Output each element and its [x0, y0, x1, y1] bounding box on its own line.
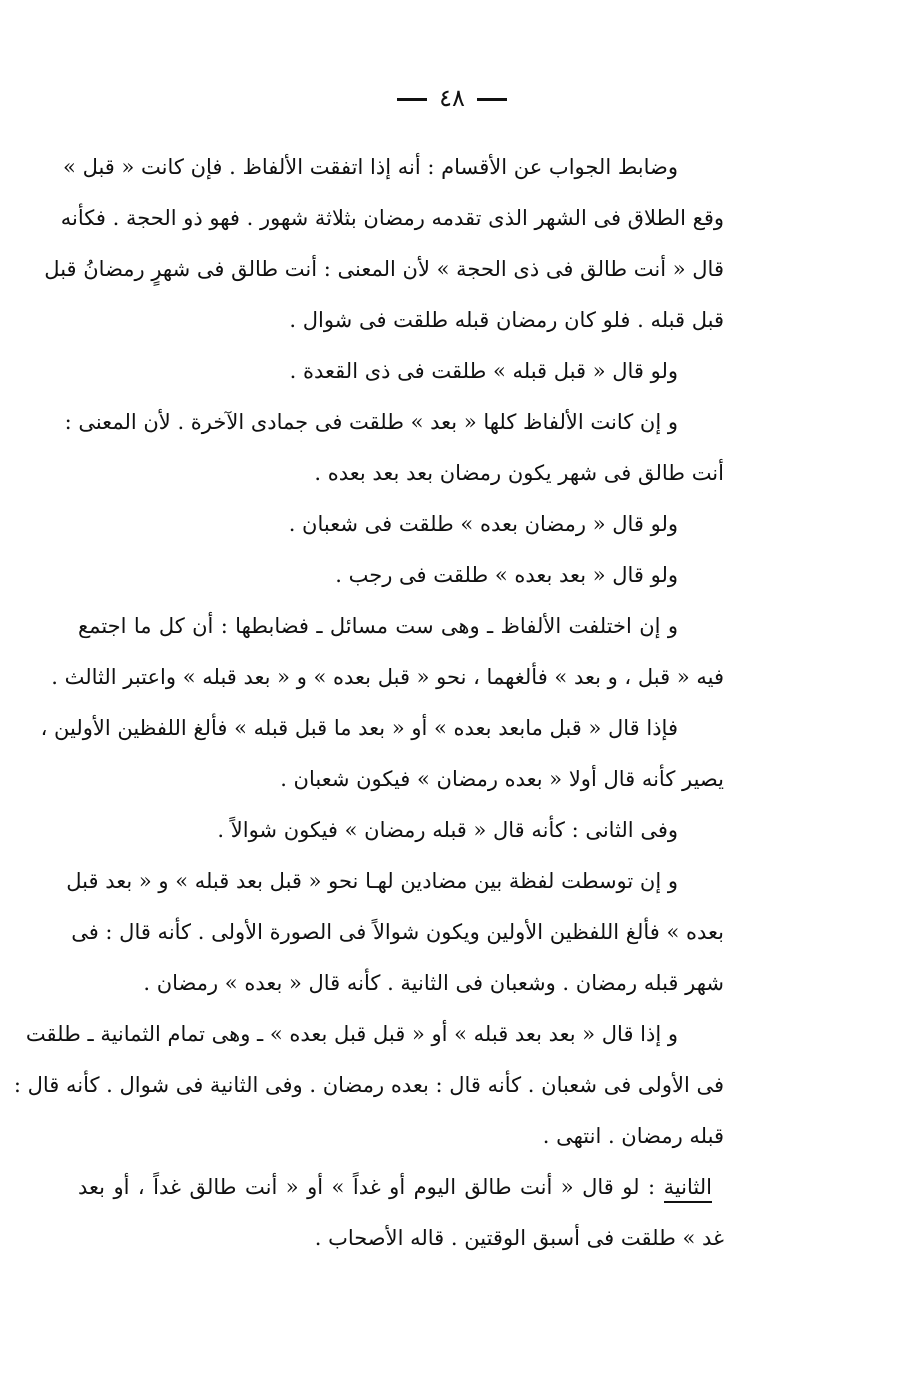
text-line-15: و إن توسطت لفظة بين مضادين لهـا نحو « قبل بعد قبله » و « بعد قبل — [66, 869, 678, 893]
text-line-11: فيه « قبل ، و بعد » فألغهما ، نحو « قبل بعده » و « بعد قبله » واعتبر الثالث . — [51, 665, 724, 689]
text-line-1: وضابط الجواب عن الأقسام : أنه إذا اتفقت الألفاظ . فإن كانت « قبل » — [63, 155, 678, 179]
page-number-dash-right — [477, 98, 507, 101]
text-line-4: قبل قبله . فلو كان رمضان قبله طلقت فى شوال . — [289, 308, 724, 332]
text-line-22: غد » طلقت فى أسبق الوقتين . قاله الأصحاب . — [314, 1226, 724, 1250]
text-line-18: و إذا قال « بعد بعد قبله » أو « قبل قبل بعده » ـ وهى تمام الثمانية ـ طلقت — [25, 1022, 678, 1046]
text-line-17: شهر قبله رمضان . وشعبان فى الثانية . كأنه قال « بعده » رمضان . — [143, 971, 724, 995]
text-line-12: فإذا قال « قبل مابعد بعده » أو « بعد ما قبل قبله » فألغ اللفظين الأولين ، — [40, 716, 678, 740]
text-line-2: وقع الطلاق فى الشهر الذى تقدمه رمضان بثلاثة شهور . فهو ذو الحجة . فكأنه — [60, 206, 724, 230]
text-line-10: و إن اختلفت الألفاظ ـ وهى ست مسائل ـ فضابطها : أن كل ما اجتمع — [78, 614, 678, 638]
page-number-value: ٤٨ — [439, 84, 465, 112]
text-line-7: أنت طالق فى شهر يكون رمضان بعد بعد بعده . — [314, 461, 724, 485]
text-line-3: قال « أنت طالق فى ذى الحجة » لأن المعنى : أنت طالق فى شهرٍ رمضانُ قبل — [44, 257, 724, 281]
body-text — [13, 142, 724, 1264]
text-line-13: يصير كأنه قال أولا « بعده رمضان » فيكون شعبان . — [280, 767, 724, 791]
page-number-dash-left — [397, 98, 427, 101]
text-line-14: وفى الثانى : كأنه قال « قبله رمضان » فيكون شوالاً . — [217, 818, 678, 842]
text-line-21 — [78, 1162, 724, 1213]
text-line-16: بعده » فألغ اللفظين الأولين ويكون شوالاً فى الصورة الأولى . كأنه قال : فى — [71, 920, 724, 944]
text-line-20: قبله رمضان . انتهى . — [542, 1124, 724, 1148]
text-line-5: ولو قال « قبل قبله » طلقت فى ذى القعدة . — [289, 359, 678, 383]
text-line-9: ولو قال « بعد بعده » طلقت فى رجب . — [335, 563, 678, 587]
text-line-19: فى الأولى فى شعبان . كأنه قال : بعده رمضان . وفى الثانية فى شوال . كأنه قال : — [13, 1073, 724, 1097]
text-line-6: و إن كانت الألفاظ كلها « بعد » طلقت فى جمادى الآخرة . لأن المعنى : — [64, 410, 678, 434]
page-number — [0, 80, 904, 116]
section-label: الثانية — [664, 1175, 712, 1203]
text-line-8: ولو قال « رمضان بعده » طلقت فى شعبان . — [288, 512, 678, 536]
section-text: : لو قال « أنت طالق اليوم أو غداً » أو « أنت طالق غداً ، أو بعد — [78, 1175, 656, 1199]
